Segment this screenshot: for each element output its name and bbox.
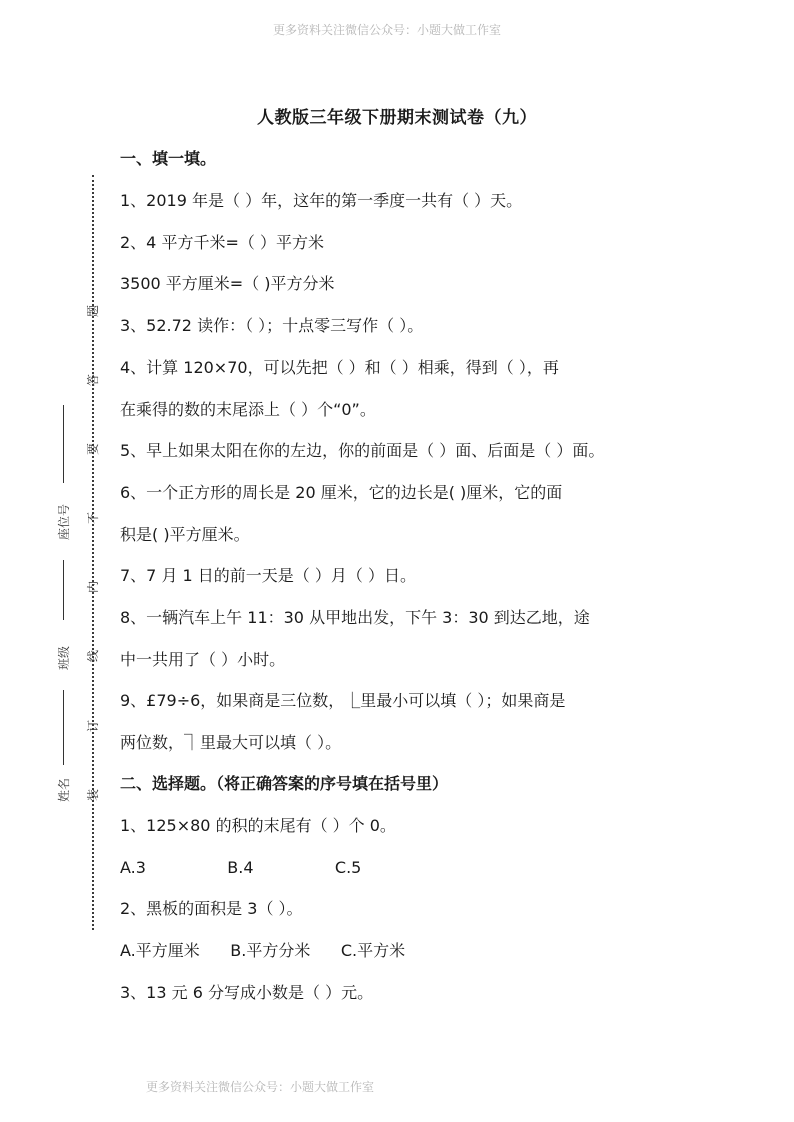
binding-char: 装 — [86, 789, 100, 802]
seat-number-label: 座位号 — [57, 503, 71, 540]
binding-char: 内 — [86, 581, 100, 594]
question-line: 在乘得的数的末尾添上（ ）个“0”。 — [120, 400, 376, 419]
section-heading-fill-in: 一、填一填。 — [120, 149, 217, 168]
binding-char: 要 — [86, 443, 100, 456]
answer-options: A.3 B.4 C.5 — [120, 858, 362, 877]
binding-dotted-line — [92, 175, 94, 930]
section-heading-choice: 二、选择题。（将正确答案的序号填在括号里） — [120, 774, 449, 793]
exam-title: 人教版三年级下册期末测试卷（九） — [257, 108, 537, 128]
question-line: 6、一个正方形的周长是 20 厘米，它的边长是( )厘米，它的面 — [120, 483, 563, 502]
binding-char: 线 — [86, 650, 100, 663]
question-line: 5、早上如果太阳在你的左边，你的前面是（ ）面、后面是（ ）面。 — [120, 441, 605, 460]
binding-char: 答 — [86, 374, 100, 387]
question-line: 2、4 平方千米=（ ）平方米 — [120, 233, 324, 252]
binding-char: 订 — [86, 720, 100, 733]
question-line: 9、£79÷6，如果商是三位数，⎿里最小可以填（ ）；如果商是 — [120, 691, 566, 710]
question-line: 3、52.72 读作：（ ）；十点零三写作（ ）。 — [120, 316, 424, 335]
question-line: 两位数，⏋里最大可以填（ ）。 — [120, 733, 342, 752]
name-underline — [63, 690, 64, 765]
answer-options: A.平方厘米 B.平方分米 C.平方米 — [120, 941, 406, 960]
question-line: 4、计算 120×70，可以先把（ ）和（ ）相乘，得到（ ），再 — [120, 358, 559, 377]
seat-number-underline — [63, 405, 64, 483]
binding-char: 不 — [86, 512, 100, 525]
question-line: 3500 平方厘米=（ )平方分米 — [120, 274, 335, 293]
question-line: 7、7 月 1 日的前一天是（ ）月（ ）日。 — [120, 566, 416, 585]
watermark-bottom: 更多资料关注微信公众号：小题大做工作室 — [146, 1080, 375, 1094]
question-line: 1、2019 年是（ ）年，这年的第一季度一共有（ ）天。 — [120, 191, 523, 210]
binding-char: 题 — [86, 305, 100, 318]
question-line: 积是( )平方厘米。 — [120, 525, 250, 544]
class-underline — [63, 560, 64, 620]
question-line: 8、一辆汽车上午 11：30 从甲地出发，下午 3：30 到达乙地，途 — [120, 608, 590, 627]
watermark-top: 更多资料关注微信公众号：小题大做工作室 — [273, 23, 502, 37]
class-label: 班级 — [57, 645, 71, 670]
name-label: 姓名 — [57, 777, 71, 802]
question-line: 中一共用了（ ）小时。 — [120, 650, 286, 669]
question-line: 1、125×80 的积的末尾有（ ）个 0。 — [120, 816, 396, 835]
question-line: 2、黑板的面积是 3（ ）。 — [120, 899, 303, 918]
question-line: 3、13 元 6 分写成小数是（ ）元。 — [120, 983, 374, 1002]
